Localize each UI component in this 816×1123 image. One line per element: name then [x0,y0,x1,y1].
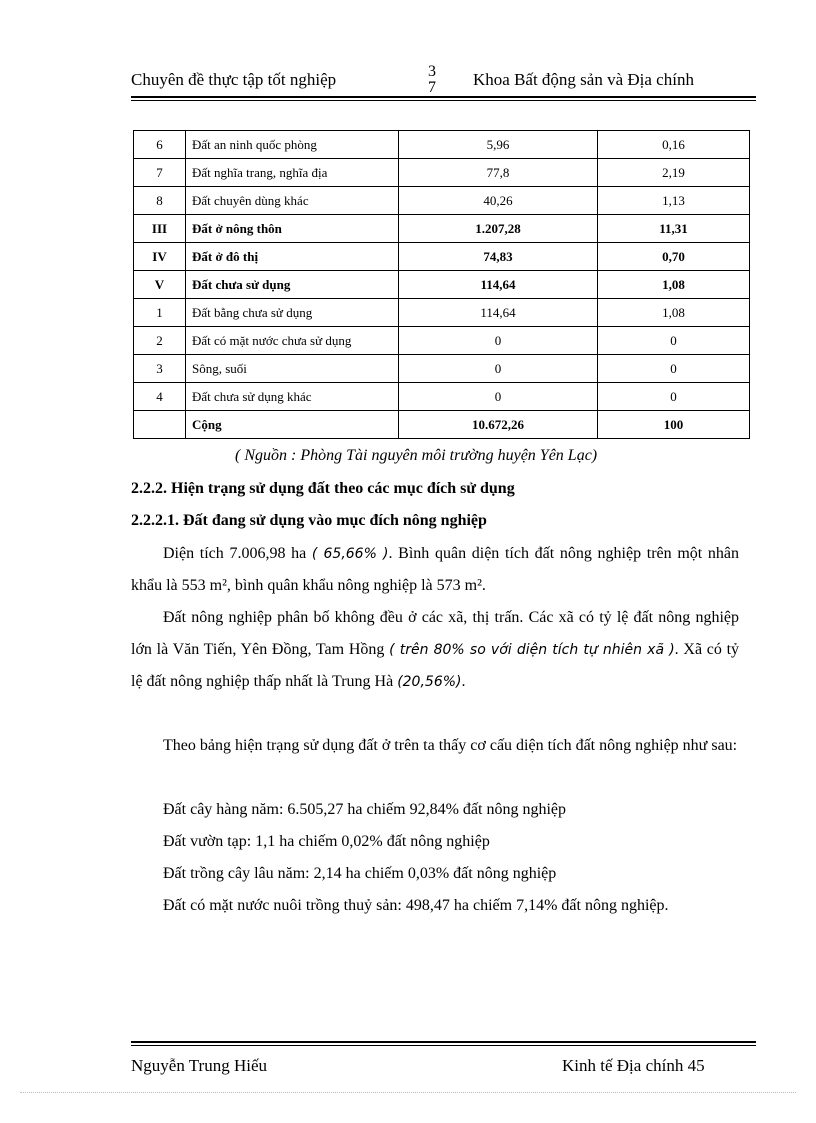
cell-area-ha: 5,96 [399,131,598,159]
p2-text-a: Đất nông nghiệp phân bố không đều ở các xã, thị trấn. Các xã có tỷ lệ đất nông nghiệp lớn là Văn Tiến, Yên Đồng, Tam Hồng [131,609,739,658]
cell-area-ha: 10.672,26 [399,411,598,439]
cell-row-number: 8 [134,187,186,215]
cell-area-ha: 0 [399,355,598,383]
page-number-top: 3 [428,63,436,80]
page-number-bottom: 7 [428,79,436,96]
cell-percent: 0,70 [598,243,750,271]
table-source-note: ( Nguồn : Phòng Tài nguyên môi trường huyện Yên Lạc) [235,447,598,464]
p1-text-italic: ( 65,66% ) [311,546,389,562]
cell-percent: 0 [598,355,750,383]
header-rule [131,96,756,98]
cell-land-type: Đất chưa sử dụng khác [186,383,399,411]
cell-land-type: Đất chưa sử dụng [186,271,399,299]
cell-area-ha: 74,83 [399,243,598,271]
header-right-title: Khoa Bất động sản và Địa chính [473,70,694,89]
cell-area-ha: 114,64 [399,271,598,299]
footer-rule [131,1041,756,1043]
cell-row-number: 3 [134,355,186,383]
table-row [134,271,750,299]
p2-text-c: . Xã có tỷ lệ đất nông nghiệp thấp nhất là Trung Hà [131,641,740,690]
cell-area-ha: 0 [399,327,598,355]
cell-land-type: Đất an ninh quốc phòng [186,131,399,159]
table-row [134,383,750,411]
cell-percent: 0 [598,383,750,411]
cell-land-type: Đất ở đô thị [186,243,399,271]
p1-text-a: Diện tích 7.006,98 ha [163,545,312,562]
cell-row-number: III [134,215,186,243]
table-row [134,327,750,355]
cell-row-number [134,411,186,439]
land-use-table [133,130,750,439]
cell-percent: 100 [598,411,750,439]
cell-percent: 0 [598,327,750,355]
cell-row-number: 4 [134,383,186,411]
cell-percent: 1,08 [598,299,750,327]
cell-area-ha: 40,26 [399,187,598,215]
header-rule-thin [131,100,756,101]
cell-area-ha: 0 [399,383,598,411]
cell-row-number: 7 [134,159,186,187]
cell-percent: 0,16 [598,131,750,159]
cell-row-number: V [134,271,186,299]
cell-percent: 1,13 [598,187,750,215]
table-row [134,215,750,243]
p2-text-italic: ( trên 80% so với diện tích tự nhiên xã ) [389,642,675,658]
cell-percent: 1,08 [598,271,750,299]
table-row [134,159,750,187]
cell-area-ha: 1.207,28 [399,215,598,243]
table-row [134,243,750,271]
cell-land-type: Đất nghĩa trang, nghĩa địa [186,159,399,187]
table-row [134,411,750,439]
page-edge [20,1092,796,1093]
cell-land-type: Đất có mặt nước chưa sử dụng [186,327,399,355]
p1-text-c: . Bình quân diện tích đất nông nghiệp trên một nhân khẩu là 553 m², bình quân khẩu nông nghiệp là 573 m². [131,545,740,594]
footer-class-page: Kinh tế Địa chính 45 [562,1056,705,1075]
table-row [134,299,750,327]
p2-text-e: . [461,673,466,690]
cell-row-number: IV [134,243,186,271]
paragraph-structure: Theo bảng hiện trạng sử dụng đất ở trên ta thấy cơ cấu diện tích đất nông nghiệp như sau: [163,737,738,754]
paragraph-perennial: Đất trồng cây lâu năm: 2,14 ha chiếm 0,03% đất nông nghiệp [163,865,557,882]
table-row [134,187,750,215]
cell-land-type: Đất chuyên dùng khác [186,187,399,215]
footer-author: Nguyễn Trung Hiếu [131,1056,268,1075]
cell-row-number: 1 [134,299,186,327]
section-heading: 2.2.2. Hiện trạng sử dụng đất theo các mục đích sử dụng [131,480,515,497]
paragraph-distribution [131,602,739,698]
table-row [134,355,750,383]
cell-land-type: Đất bằng chưa sử dụng [186,299,399,327]
cell-land-type: Sông, suối [186,355,399,383]
cell-land-type: Cộng [186,411,399,439]
subsection-heading: 2.2.2.1. Đất đang sử dụng vào mục đích nông nghiệp [131,512,487,529]
paragraph-area [131,538,739,602]
cell-row-number: 2 [134,327,186,355]
cell-area-ha: 114,64 [399,299,598,327]
header-left-title: Chuyên đề thực tập tốt nghiệp [131,70,337,89]
cell-row-number: 6 [134,131,186,159]
paragraph-garden: Đất vườn tạp: 1,1 ha chiếm 0,02% đất nông nghiệp [163,833,490,850]
cell-percent: 11,31 [598,215,750,243]
cell-percent: 2,19 [598,159,750,187]
paragraph-aquaculture: Đất có mặt nước nuôi trồng thuỷ sản: 498,47 ha chiếm 7,14% đất nông nghiệp. [163,897,669,914]
page-header [131,64,756,104]
p2-text-italic-2: (20,56%) [397,674,462,690]
header-page-number [425,64,439,96]
cell-area-ha: 77,8 [399,159,598,187]
cell-land-type: Đất ở nông thôn [186,215,399,243]
table-row [134,131,750,159]
paragraph-annual-crops: Đất cây hàng năm: 6.505,27 ha chiếm 92,84% đất nông nghiệp [163,801,567,818]
footer-rule-thin [131,1045,756,1046]
